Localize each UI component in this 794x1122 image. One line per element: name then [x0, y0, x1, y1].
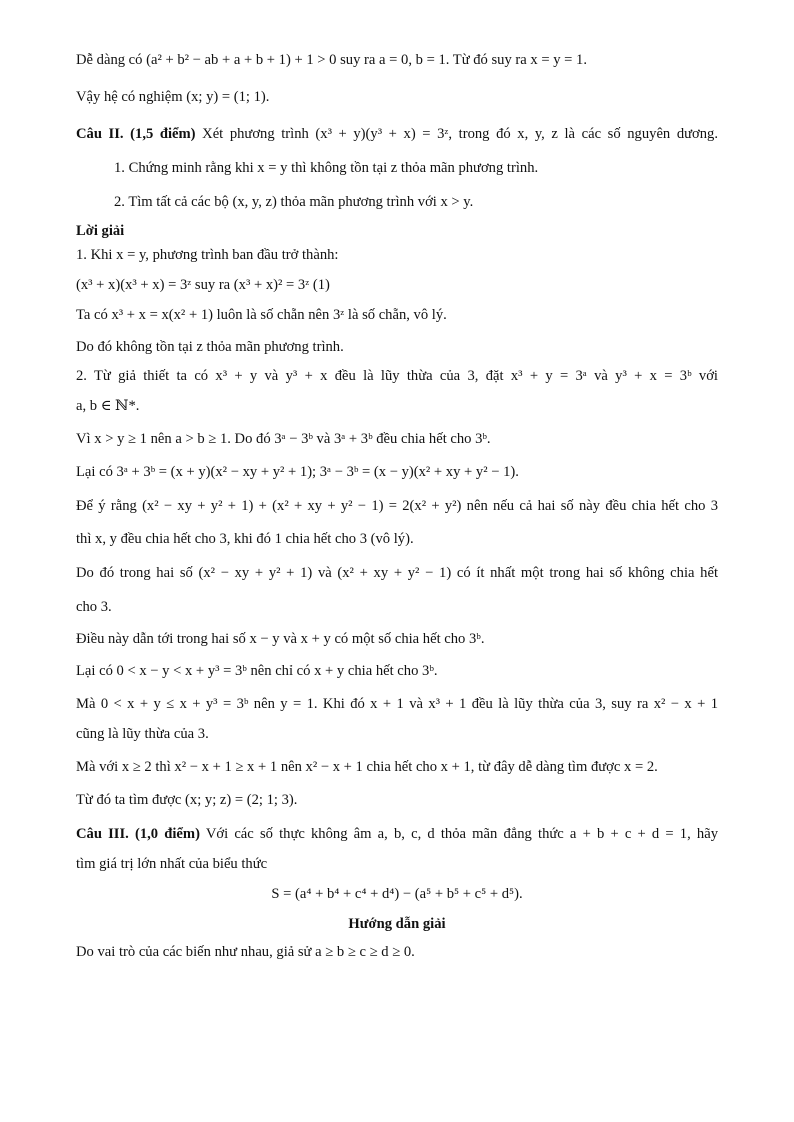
text-line: Vì x > y ≥ 1 nên a > b ≥ 1. Do đó 3ᵃ − 3ᵇ và 3ᵃ + 3ᵇ đều chia hết cho 3ᵇ. [76, 431, 491, 447]
text-line: 2. Từ giả thiết ta có x³ + y và y³ + x đều là lũy thừa của 3, đặt x³ + y = 3ᵃ và y³ + x = 3ᵇ với [76, 368, 718, 384]
text-line: Do đó trong hai số (x² − xy + y² + 1) và (x² + xy + y² − 1) có ít nhất một trong hai số không chia hết [76, 565, 718, 581]
text-line: Ta có x³ + x = x(x² + 1) luôn là số chẵn nên 3ᶻ là số chẵn, vô lý. [76, 307, 447, 323]
text-line: 1. Khi x = y, phương trình ban đầu trở thành: [76, 247, 339, 263]
question-2-statement [76, 124, 718, 144]
question-3-heading: Câu III. (1,0 điểm) [76, 826, 200, 842]
guide-heading: Hướng dẫn giải [348, 916, 446, 932]
text-line: tìm giá trị lớn nhất của biểu thức [76, 856, 268, 872]
text-line: Mà với x ≥ 2 thì x² − x + 1 ≥ x + 1 nên x² − x + 1 chia hết cho x + 1, từ đây dễ dàng tìm được x = 2. [76, 759, 658, 775]
question-2-heading: Câu II. (1,5 điểm) [76, 126, 196, 142]
text-line: Dễ dàng có (a² + b² − ab + a + b + 1) + 1 > 0 suy ra a = 0, b = 1. Từ đó suy ra x = y = 1. [76, 52, 588, 68]
expression-s: S = (a⁴ + b⁴ + c⁴ + d⁴) − (a⁵ + b⁵ + c⁵ + d⁵). [271, 886, 523, 902]
question-2-part-1: 1. Chứng minh rằng khi x = y thì không tồn tại z thỏa mãn phương trình. [114, 160, 539, 176]
question-2-part-2: 2. Tìm tất cả các bộ (x, y, z) thỏa mãn phương trình với x > y. [114, 194, 474, 210]
text-line: a, b ∈ ℕ*. [76, 398, 140, 414]
text-line: cũng là lũy thừa của 3. [76, 726, 209, 742]
question-3-text: Với các số thực không âm a, b, c, d thỏa mãn đẳng thức a + b + c + d = 1, hãy [199, 826, 718, 842]
text-line: Mà 0 < x + y ≤ x + y³ = 3ᵇ nên y = 1. Khi đó x + 1 và x³ + 1 đều là lũy thừa của 3, suy ra x² − x + 1 [76, 696, 718, 712]
question-2-text: Xét phương trình (x³ + y)(y³ + x) = 3ᶻ, trong đó x, y, z là các số nguyên dương. [195, 126, 718, 142]
text-line: Điều này dẫn tới trong hai số x − y và x + y có một số chia hết cho 3ᵇ. [76, 631, 485, 647]
text-line: thì x, y đều chia hết cho 3, khi đó 1 chia hết cho 3 (vô lý). [76, 531, 414, 547]
text-line: Lại có 0 < x − y < x + y³ = 3ᵇ nên chỉ có x + y chia hết cho 3ᵇ. [76, 663, 438, 679]
text-line: Do đó không tồn tại z thỏa mãn phương trình. [76, 339, 344, 355]
solution-heading: Lời giải [76, 223, 125, 239]
text-line: Từ đó ta tìm được (x; y; z) = (2; 1; 3). [76, 792, 298, 808]
text-line: Do vai trò của các biến như nhau, giả sử a ≥ b ≥ c ≥ d ≥ 0. [76, 944, 415, 960]
question-3-statement [76, 824, 718, 844]
text-line: Vậy hệ có nghiệm (x; y) = (1; 1). [76, 89, 270, 105]
equation-1: (x³ + x)(x³ + x) = 3ᶻ suy ra (x³ + x)² = 3ᶻ (1) [76, 277, 330, 293]
text-line: Để ý rằng (x² − xy + y² + 1) + (x² + xy + y² − 1) = 2(x² + y²) nên nếu cả hai số này đều chia hết cho 3 [76, 498, 718, 514]
text-line: cho 3. [76, 599, 112, 615]
text-line: Lại có 3ᵃ + 3ᵇ = (x + y)(x² − xy + y² + 1); 3ᵃ − 3ᵇ = (x − y)(x² + xy + y² − 1). [76, 464, 519, 480]
